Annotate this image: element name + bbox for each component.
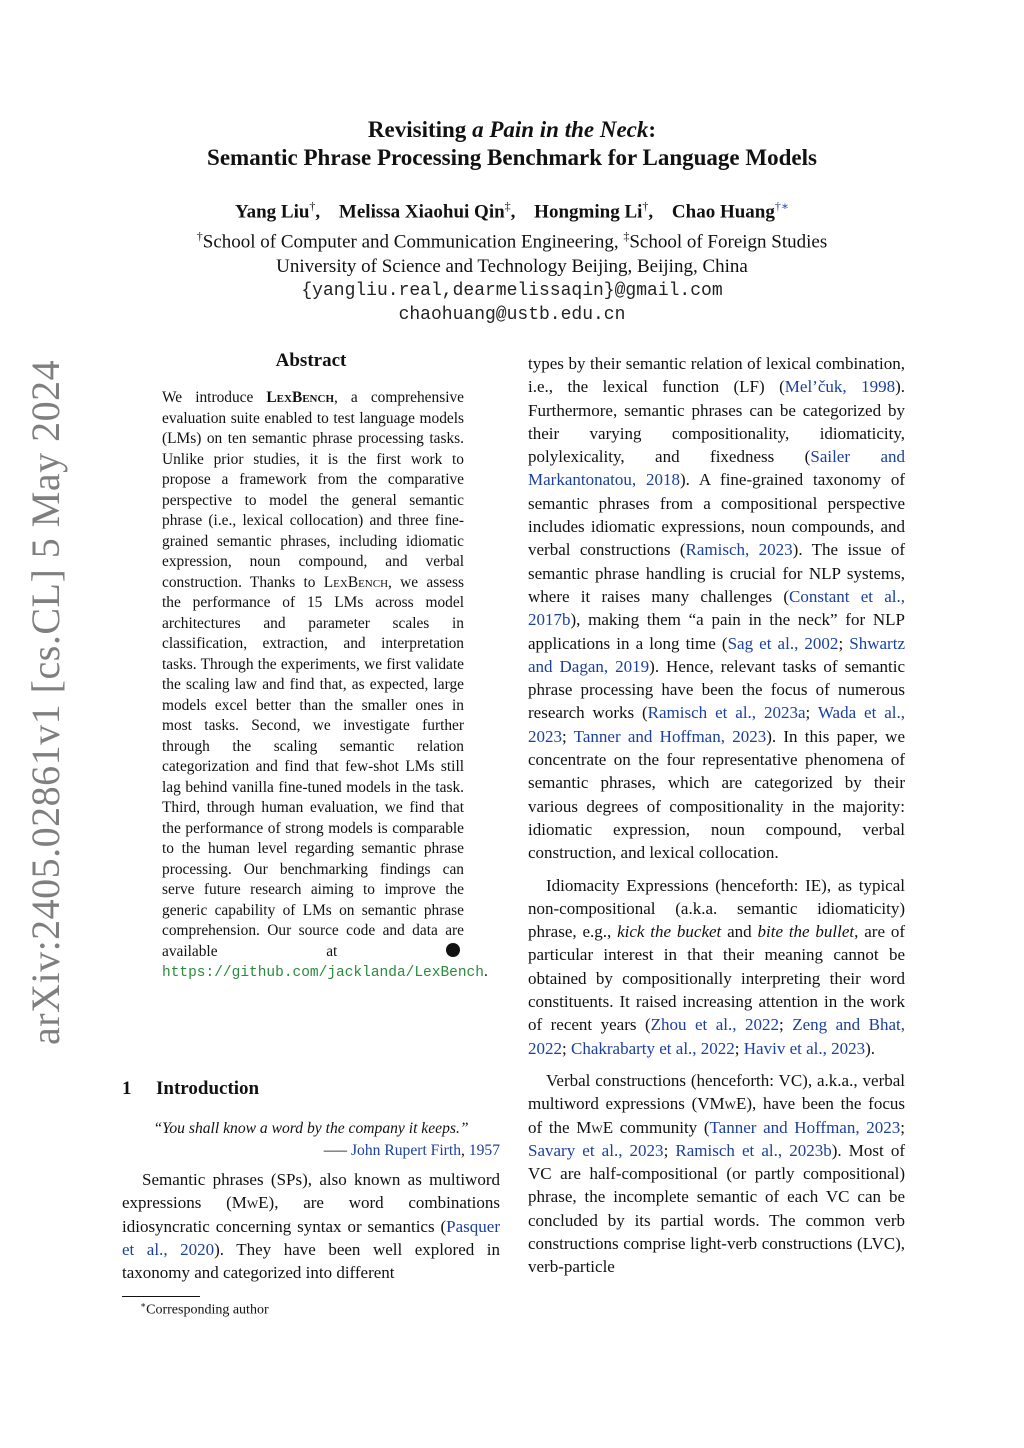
citation-link[interactable]: Chakrabarty et al., 2022 bbox=[570, 1038, 735, 1058]
university-line: University of Science and Technology Beijing, Beijing, China bbox=[276, 255, 748, 277]
author-block bbox=[0, 194, 1024, 327]
author-names: Yang Liu†, Melissa Xiaohui Qin‡, Hongming Li†, Chao Huang†∗ bbox=[234, 199, 790, 223]
arxiv-stamp: arXiv:2405.02861v1 [cs.CL] 5 May 2024 bbox=[23, 359, 68, 1045]
citation-link[interactable]: Ramisch, 2023 bbox=[685, 540, 793, 560]
abstract-heading: Abstract bbox=[275, 350, 347, 371]
right-column bbox=[528, 352, 905, 1288]
citation-link[interactable]: Tanner and Hoffman, 2023 bbox=[709, 1117, 901, 1137]
footnote: ∗Corresponding author bbox=[140, 1300, 269, 1318]
footnote-rule bbox=[122, 1296, 200, 1297]
paper-title: Revisiting a Pain in the Neck: Semantic Phrase Processing Benchmark for Language Models bbox=[207, 117, 817, 170]
citation-link[interactable]: Shwartz and Dagan, 2019 bbox=[528, 633, 905, 676]
citation-link[interactable]: Constant et al., 2017b bbox=[528, 586, 906, 630]
citation-link[interactable]: 1957 bbox=[468, 1142, 500, 1159]
source-code-link[interactable]: https://github.com/jacklanda/LexBench bbox=[162, 965, 484, 981]
citation-link[interactable]: Ramisch et al., 2023b bbox=[675, 1140, 832, 1160]
paragraph: Idiomacity Expressions (henceforth: IE), as typical non-compositional (a.k.a. semantic idiomaticity) phrase, e.g., kick the bucket and bite the bullet, are of particular interest in that their meaning cannot be obtained by compositionally interpreting their word constituents. It raised increasing attention in the work of recent years (Zhou et al., 2022; Zeng and Bhat, 2022; Chakrabarty et al., 2022; Haviv et al., 2023). bbox=[528, 875, 905, 1058]
citation-link[interactable]: Sag et al., 2002 bbox=[727, 633, 839, 653]
paragraph: Verbal constructions (henceforth: VC), a.k.a., verbal multiword expressions (VMwE), have been the focus of the MwE community (Tanner and Hoffman, 2023; Savary et al., 2023; Ramisch et al., 2023b). Most of VC are half-compositional (or partly compositional) phrase, the incomplete semantic of each VC can be concluded by its partial words. The common verb constructions comprise light-verb constructions (LVC), verb-particle bbox=[528, 1070, 906, 1277]
citation-link[interactable]: Sailer and Markantonatou, 2018 bbox=[528, 447, 905, 490]
citation-link[interactable]: Pasquer et al., 2020 bbox=[122, 1216, 500, 1259]
citation-link[interactable]: Wada et al., 2023 bbox=[528, 703, 905, 746]
citation-link[interactable]: Zeng and Bhat, 2022 bbox=[528, 1015, 905, 1058]
intro-paragraph: Semantic phrases (SPs), also known as multiword expressions (MwE), are word combinations idiosyncratic concerning syntax or semantics (Pasquer et al., 2020). They have been well explored in taxonomy and categorized into different bbox=[122, 1170, 500, 1283]
citation-link[interactable]: Mel’čuk, 1998 bbox=[784, 377, 896, 397]
email-line-2: chaohuang@ustb.edu.cn bbox=[398, 304, 626, 325]
epigraph-quote: “You shall know a word by the company it keeps.” bbox=[153, 1120, 469, 1137]
citation-link[interactable]: Tanner and Hoffman, 2023 bbox=[573, 726, 767, 746]
citation-link[interactable]: Savary et al., 2023 bbox=[528, 1140, 664, 1160]
section-heading-introduction: 1 Introduction bbox=[122, 1078, 260, 1099]
github-icon bbox=[446, 943, 460, 957]
left-column bbox=[122, 350, 500, 984]
citation-link[interactable]: Haviv et al., 2023 bbox=[743, 1038, 866, 1058]
email-line-1: {yangliu.real,dearmelissaqin}@gmail.com bbox=[301, 280, 723, 301]
citation-link[interactable]: John Rupert Firth bbox=[350, 1142, 462, 1159]
epigraph-attribution: —– John Rupert Firth, 1957 bbox=[323, 1142, 500, 1159]
epigraph bbox=[122, 1120, 500, 1160]
citation-link[interactable]: Zhou et al., 2022 bbox=[650, 1015, 779, 1035]
affiliation-line: †School of Computer and Communication Engineering, ‡School of Foreign Studies bbox=[196, 229, 828, 253]
citation-link[interactable]: Ramisch et al., 2023a bbox=[647, 703, 806, 723]
abstract-text: We introduce LexBench, a comprehensive evaluation suite enabled to test language models (LMs) on ten semantic phrase processing tasks. Unlike prior studies, it is the first work to propose a framework from the comparative perspective to model the general semantic phrase (i.e., lexical collocation) and three fine-grained semantic phrases, including idiomatic expression, noun compound, and verbal construction. Thanks to LexBench, we assess the performance of 15 LMs across model architectures and parameter scales in classification, extraction, and interpretation tasks. Through the experiments, we first validate the scaling law and find that, as expected, large models excel better than the smaller ones in most tasks. Second, we investigate further through the scaling semantic relation categorization and find that few-shot LMs still lag behind vanilla fine-tuned models in the task. Third, through human evaluation, we find that the performance of strong models is comparable to the human level regarding semantic phrase processing. Our benchmarking findings can serve future research aiming to improve the generic capability of LMs on semantic phrase comprehension. Our source code and data are available at https://github.com/jacklanda/LexBench. bbox=[162, 389, 488, 981]
paragraph: types by their semantic relation of lexical combination, i.e., the lexical function (LF) (Mel’čuk, 1998). Furthermore, semantic phrases can be categorized by their varying compositionality, idiomaticity, polylexicality, and fixedness (Sailer and Markantonatou, 2018). A fine-grained taxonomy of semantic phrases from a compositional perspective includes idiomatic expressions, noun compounds, and verbal constructions (Ramisch, 2023). The issue of semantic phrase handling is crucial for NLP systems, where it raises many challenges (Constant et al., 2017b), making them “a pain in the neck” for NLP applications in a long time (Sag et al., 2002; Shwartz and Dagan, 2019). Hence, relevant tasks of semantic phrase processing have been the focus of numerous research works (Ramisch et al., 2023a; Wada et al., 2023; Tanner and Hoffman, 2023). In this paper, we concentrate on the four representative phenomena of semantic phrases, which are categorized by their various degrees of compositionality in the majority: idiomatic expression, noun compound, verbal construction, and lexical collocation. bbox=[528, 354, 906, 863]
